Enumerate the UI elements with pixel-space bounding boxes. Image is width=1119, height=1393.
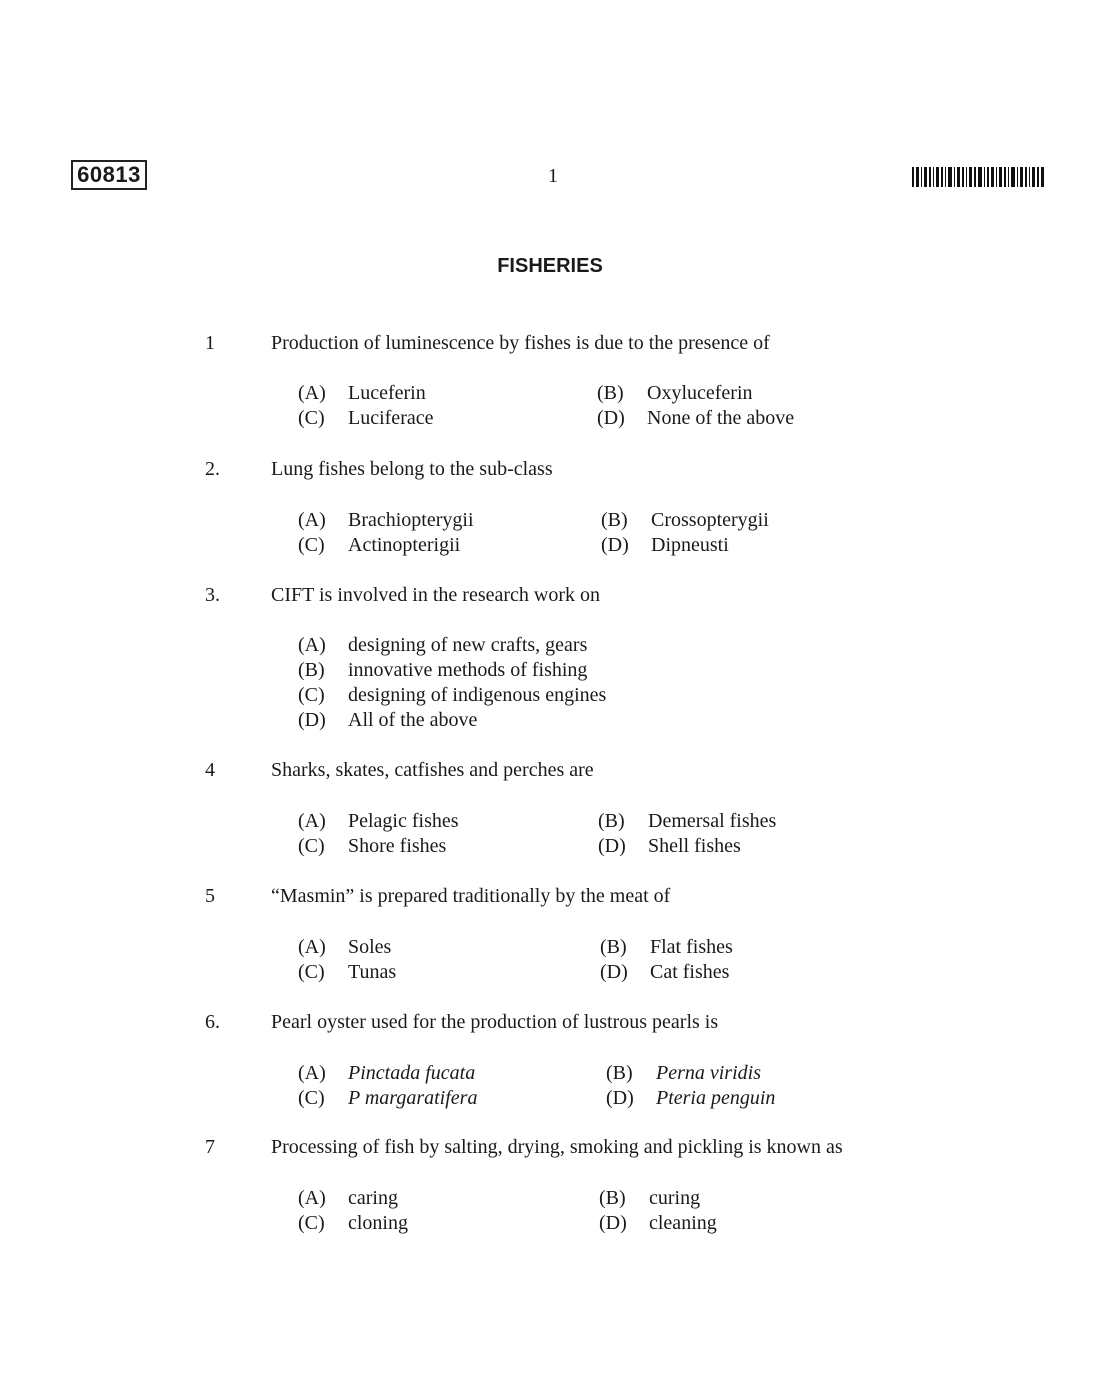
option-c: (C) designing of indigenous engines [298, 684, 607, 706]
option-c: (C) P margaratifera [298, 1087, 478, 1109]
question-number: 6. [205, 1011, 220, 1033]
option-d: (D) None of the above [597, 407, 795, 429]
option-b: (B) Perna viridis [606, 1062, 761, 1084]
question-number: 5 [205, 885, 215, 907]
question-number: 2. [205, 458, 220, 480]
option-b: (B) Crossopterygii [601, 509, 769, 531]
option-d: (D) All of the above [298, 709, 478, 731]
option-b: (B) Oxyluceferin [597, 382, 753, 404]
option-d: (D) Shell fishes [598, 835, 741, 857]
option-a: (A) Pelagic fishes [298, 810, 459, 832]
option-a: (A) Brachiopterygii [298, 509, 474, 531]
option-d: (D) Pteria penguin [606, 1087, 776, 1109]
option-d: (D) Cat fishes [600, 961, 730, 983]
option-d: (D) Dipneusti [601, 534, 729, 556]
question-text: Lung fishes belong to the sub-class [271, 458, 553, 480]
option-a: (A) Luceferin [298, 382, 426, 404]
page-number: 1 [548, 165, 558, 187]
question-text: CIFT is involved in the research work on [271, 584, 601, 606]
question-number: 4 [205, 759, 215, 781]
paper-code-box: 60813 [71, 160, 147, 190]
option-b: (B) Demersal fishes [598, 810, 777, 832]
question-text: “Masmin” is prepared traditionally by the meat of [271, 885, 671, 907]
question-text: Pearl oyster used for the production of lustrous pearls is [271, 1011, 719, 1033]
question-number: 3. [205, 584, 220, 606]
option-a: (A) Pinctada fucata [298, 1062, 476, 1084]
option-a: (A) caring [298, 1187, 398, 1209]
option-d: (D) cleaning [599, 1212, 717, 1234]
section-title: FISHERIES [497, 255, 603, 277]
question-text: Production of luminescence by fishes is due to the presence of [271, 332, 770, 354]
option-b: (B) Flat fishes [600, 936, 733, 958]
option-a: (A) designing of new crafts, gears [298, 634, 588, 656]
question-number: 1 [205, 332, 215, 354]
barcode [912, 167, 1044, 187]
option-c: (C) Shore fishes [298, 835, 447, 857]
option-c: (C) Actinopterigii [298, 534, 461, 556]
option-b: (B) innovative methods of fishing [298, 659, 588, 681]
question-number: 7 [205, 1136, 215, 1158]
option-c: (C) cloning [298, 1212, 408, 1234]
question-text: Processing of fish by salting, drying, smoking and pickling is known as [271, 1136, 843, 1158]
option-a: (A) Soles [298, 936, 392, 958]
option-c: (C) Luciferace [298, 407, 434, 429]
option-c: (C) Tunas [298, 961, 397, 983]
question-text: Sharks, skates, catfishes and perches are [271, 759, 594, 781]
option-b: (B) curing [599, 1187, 701, 1209]
